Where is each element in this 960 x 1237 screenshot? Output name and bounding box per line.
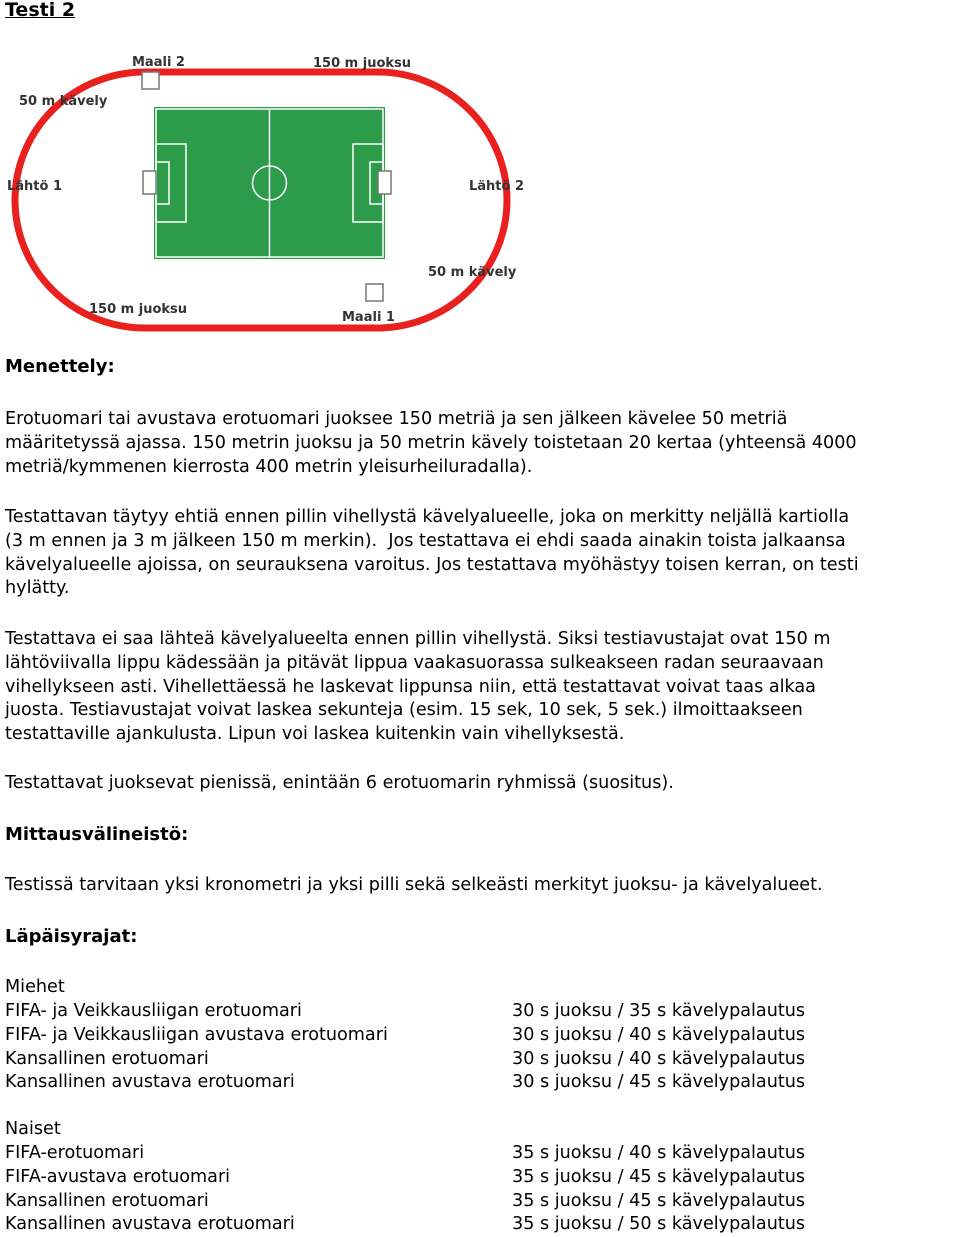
women-group-title: Naiset [5,1119,61,1139]
table-row [5,1213,955,1237]
role-label: Kansallinen erotuomari [5,1048,209,1069]
men-group-title: Miehet [5,977,65,997]
table-row [5,1071,955,1095]
women-limits-table [5,1142,955,1237]
goal-1-marker [366,284,383,301]
label-goal-2: Maali 2 [132,55,185,70]
start-1-marker [143,171,156,194]
equipment-text: Testissä tarvitaan yksi kronometri ja yksi pilli sekä selkeästi merkityt juoksu- ja kävelyalueet. [5,875,823,895]
limit-value: 30 s juoksu / 40 s kävelypalautus [512,1024,806,1045]
procedure-paragraph-3: Testattava ei saa lähteä kävelyalueelta ennen pillin vihellystä. Siksi testiavustajat ovat 150 m lähtöviivalla lippu kädessään ja pitävät lippua vaakasuorassa sulkeakseen radan seuraavaan vihellykseen asti. Vihellettäessä he laskevat lippunsa niin, että testattavat voivat taas alkaa juosta. Testiavustajat voivat laskea sekunteja (esim. 15 sek, 10 sek, 5 sek.) ilmoittaakseen testattaville ajankulusta. Lipun voi laskea kuitenkin vain vihellyksestä. [5,629,831,745]
limit-value: 35 s juoksu / 45 s kävelypalautus [512,1166,806,1187]
limit-value: 30 s juoksu / 40 s kävelypalautus [512,1048,806,1069]
label-walk-left: 50 m kävely [19,94,108,109]
role-label: Kansallinen avustava erotuomari [5,1214,295,1235]
start-2-marker [378,171,391,194]
table-row [5,1142,955,1166]
track-diagram [5,40,545,340]
limit-value: 35 s juoksu / 40 s kävelypalautus [512,1143,806,1163]
label-walk-right: 50 m kävely [428,265,517,280]
label-start-2: Lähtö 2 [469,179,525,194]
page-title: Testi 2 [5,0,76,21]
role-label: Kansallinen erotuomari [5,1190,209,1211]
table-row [5,1048,955,1072]
table-row [5,1024,955,1048]
limit-value: 30 s juoksu / 45 s kävelypalautus [512,1072,806,1093]
procedure-paragraph-4: Testattavat juoksevat pienissä, enintään 6 erotuomarin ryhmissä (suositus). [5,773,674,793]
table-row [5,1166,955,1190]
label-goal-1: Maali 1 [342,310,395,325]
limit-value: 35 s juoksu / 45 s kävelypalautus [512,1190,806,1211]
procedure-paragraph-2: Testattavan täytyy ehtiä ennen pillin vihellystä kävelyalueelle, joka on merkitty neljällä kartiolla (3 m ennen ja 3 m jälkeen 150 m merkin). Jos testattava ei ehdi saada ainakin toista jalkaansa kävelyalueelle ajoissa, on seurauksena varoitus. Jos testattava myöhästyy toisen kerran, on testi hylätty. [5,507,859,599]
label-start-1: Lähtö 1 [7,179,63,194]
label-run-top: 150 m juoksu [313,56,412,71]
procedure-paragraph-1: Erotuomari tai avustava erotuomari juoksee 150 metriä ja sen jälkeen kävelee 50 metriä määritetyssä ajassa. 150 metrin juoksu ja 50 metrin kävely toistetaan 20 kertaa (yhteensä 4000 metriä/kymmenen kierrosta 400 metrin yleisurheiluradalla). [5,409,857,477]
limit-value: 30 s juoksu / 35 s kävelypalautus [512,1001,806,1021]
equipment-heading: Mittausvälineistö: [5,824,189,845]
men-limits-table [5,1000,955,1095]
procedure-heading: Menettely: [5,356,115,377]
label-run-bottom: 150 m juoksu [89,302,188,317]
role-label: FIFA- ja Veikkausliigan avustava erotuomari [5,1024,388,1045]
role-label: Kansallinen avustava erotuomari [5,1072,295,1093]
table-row [5,1000,955,1024]
limits-heading: Läpäisyrajat: [5,926,138,947]
role-label: FIFA- ja Veikkausliigan erotuomari [5,1001,302,1021]
table-row [5,1190,955,1214]
limit-value: 35 s juoksu / 50 s kävelypalautus [512,1214,806,1235]
role-label: FIFA-avustava erotuomari [5,1166,231,1187]
goal-2-marker [142,72,159,89]
role-label: FIFA-erotuomari [5,1143,145,1163]
